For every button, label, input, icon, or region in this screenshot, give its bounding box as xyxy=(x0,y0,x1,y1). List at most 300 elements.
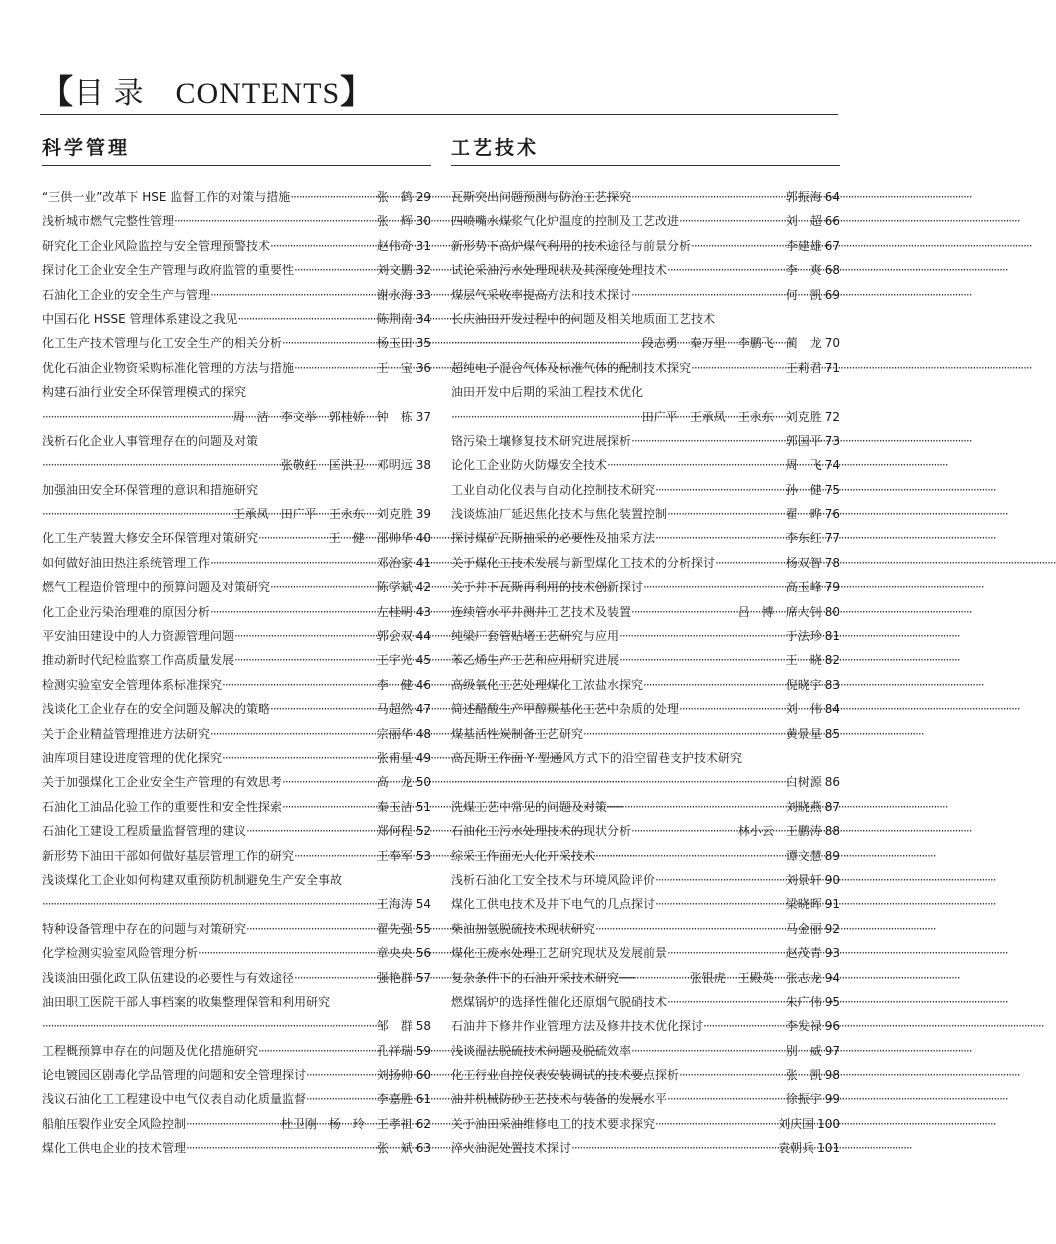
dot-leader xyxy=(210,722,371,746)
entry-authors: 张银虎 王殿英 张志龙 xyxy=(689,970,822,985)
entry-authors: 田广平 王承凤 王永东 刘克胜 xyxy=(641,409,822,424)
dot-leader xyxy=(270,697,371,721)
entry-title: 高级氧化工艺处理煤化工浓盐水探究 xyxy=(451,677,644,692)
entry-page-number: 36 xyxy=(415,360,431,375)
entry-authors: 马超然 xyxy=(376,702,413,717)
dot-leader xyxy=(222,673,371,697)
entry-title: 研究化工企业风险监控与安全管理预警技术 xyxy=(42,238,271,253)
entry-page-number: 50 xyxy=(415,775,431,790)
entry-authors: 翟 晔 xyxy=(785,507,822,522)
entry-page-number: 85 xyxy=(824,726,840,741)
entry-authors: 郭会双 xyxy=(376,629,413,644)
entry-page-number: 72 xyxy=(824,409,840,424)
dot-leader xyxy=(42,892,371,916)
entry-page-number: 60 xyxy=(415,1068,431,1083)
entry-page-number: 32 xyxy=(415,263,431,278)
toc-entry xyxy=(42,990,431,1014)
dot-leader xyxy=(631,429,780,453)
entry-authors: 张 凯 xyxy=(785,1068,822,1083)
toc-entry xyxy=(42,526,431,550)
dot-leader xyxy=(246,819,371,843)
section-heading-left: 科学管理 xyxy=(42,137,131,159)
dot-leader xyxy=(631,1039,780,1063)
toc-entry xyxy=(451,502,840,526)
entry-title: 浅析石化企业人事管理存在的问题及对策 xyxy=(42,433,259,448)
toc-entry xyxy=(42,941,431,965)
entry-authors: 朱广伟 xyxy=(785,994,822,1009)
dot-leader xyxy=(655,1112,772,1136)
entry-title: 复杂条件下的石油开采技术研究 xyxy=(451,970,620,985)
entry-authors: 王奉军 xyxy=(376,848,413,863)
toc-entry xyxy=(451,526,840,550)
toc-entry xyxy=(451,405,840,429)
entry-title: 化工行业自控仪表安装调试的技术要点探析 xyxy=(451,1068,680,1083)
entry-page-number: 73 xyxy=(824,433,840,448)
entry-authors: 陈学斌 xyxy=(376,580,413,595)
toc-entry xyxy=(42,1039,431,1063)
dot-leader xyxy=(655,892,780,916)
toc-entry xyxy=(451,844,840,868)
toc-entry xyxy=(42,551,431,575)
dot-leader xyxy=(715,551,780,575)
dot-leader xyxy=(595,844,780,868)
entry-page-number: 57 xyxy=(415,970,431,985)
entry-authors: 刘扬帅 xyxy=(376,1068,413,1083)
entry-title: 关于煤化工技术发展与新型煤化工技术的分析探讨 xyxy=(451,555,716,570)
dot-leader xyxy=(210,283,371,307)
entry-title: 优化石油企业物资采购标准化管理的方法与措施 xyxy=(42,360,295,375)
entry-authors: 何 凯 xyxy=(785,287,822,302)
entry-page-number: 68 xyxy=(824,263,840,278)
toc-entry xyxy=(42,453,431,477)
entry-authors: 王承凤 田广平 王永东 刘克胜 xyxy=(232,507,413,522)
entry-authors: 徐振宇 xyxy=(785,1092,822,1107)
toc-entry xyxy=(42,307,431,331)
toc-entry xyxy=(451,1063,840,1087)
entry-page-number: 78 xyxy=(824,555,840,570)
entry-title: 柴油加氢脱硫技术现状研究 xyxy=(451,921,596,936)
toc-entry xyxy=(42,380,431,404)
toc-entry xyxy=(451,697,840,721)
entry-authors: 章央央 xyxy=(376,946,413,961)
title-rule xyxy=(40,114,838,115)
toc-entry xyxy=(42,795,431,819)
entry-authors: 白树源 xyxy=(785,775,822,790)
entry-authors: 周 洁 李文举 郭桂娇 钟 栋 xyxy=(232,409,413,424)
dot-leader xyxy=(451,770,780,794)
dot-leader xyxy=(258,1039,371,1063)
entry-authors: 刘晓燕 xyxy=(785,799,822,814)
entry-title: 综采工作面无人化开采技术 xyxy=(451,848,596,863)
entry-authors: 李东红 xyxy=(785,531,822,546)
toc-entry xyxy=(42,234,431,258)
dot-leader xyxy=(186,1136,371,1160)
entry-title: 连续管水平井测井工艺技术及装置 xyxy=(451,604,632,619)
entry-page-number: 97 xyxy=(824,1043,840,1058)
entry-title: 平安油田建设中的人力资源管理问题 xyxy=(42,629,235,644)
dot-leader xyxy=(595,917,780,941)
entry-authors: 黄景星 xyxy=(785,726,822,741)
toc-list-right xyxy=(451,185,840,1161)
toc-entry xyxy=(451,185,840,209)
entry-title: 浅析城市燃气完整性管理 xyxy=(42,214,175,229)
entry-authors: 强艳群 xyxy=(376,970,413,985)
dot-leader xyxy=(186,1112,275,1136)
dot-leader xyxy=(619,648,780,672)
entry-title: 浅谈炼油厂延迟焦化技术与焦化装置控制 xyxy=(451,507,668,522)
toc-entry xyxy=(42,697,431,721)
entry-page-number: 98 xyxy=(824,1068,840,1083)
dot-leader xyxy=(631,600,732,624)
entry-page-number: 88 xyxy=(824,824,840,839)
toc-entry xyxy=(42,502,431,526)
entry-authors: 郑何程 xyxy=(376,824,413,839)
entry-authors: 赵伟奇 xyxy=(376,238,413,253)
toc-entry xyxy=(451,673,840,697)
dot-leader xyxy=(246,917,371,941)
entry-title: 船舶压裂作业安全风险控制 xyxy=(42,1116,187,1131)
dot-leader xyxy=(619,966,684,990)
entry-title: 构建石油行业安全环保管理模式的探究 xyxy=(42,385,247,400)
entry-title: 论电镀园区剧毒化学品管理的问题和安全管理探讨 xyxy=(42,1068,307,1083)
toc-entry xyxy=(42,331,431,355)
toc-entry xyxy=(42,429,431,453)
toc-entry xyxy=(42,722,431,746)
entry-page-number: 67 xyxy=(824,238,840,253)
entry-title: 化学检测实验室风险管理分析 xyxy=(42,946,199,961)
dot-leader xyxy=(679,209,780,233)
entry-authors: 宗丽华 xyxy=(376,726,413,741)
entry-title: 工程概预算申存在的问题及优化措施研究 xyxy=(42,1043,259,1058)
entry-authors: 邹 群 xyxy=(376,1019,413,1034)
toc-entry xyxy=(42,624,431,648)
entry-authors: 杜卫刚 杨 玲 王孝祖 xyxy=(280,1116,413,1131)
entry-page-number: 75 xyxy=(824,482,840,497)
toc-entry xyxy=(42,746,431,770)
dot-leader xyxy=(294,258,371,282)
entry-title: 石油化工企业的安全生产与管理 xyxy=(42,287,211,302)
toc-entry xyxy=(451,307,840,331)
entry-title: 煤基活性炭制备工艺研究 xyxy=(451,726,584,741)
dot-leader xyxy=(583,722,780,746)
entry-authors: 翟先强 xyxy=(376,921,413,936)
entry-page-number: 84 xyxy=(824,702,840,717)
entry-page-number: 93 xyxy=(824,946,840,961)
entry-title: 工业自动化仪表与自动化控制技术研究 xyxy=(451,482,656,497)
entry-page-number: 30 xyxy=(415,214,431,229)
toc-entry xyxy=(42,917,431,941)
dot-leader xyxy=(679,1063,780,1087)
dot-leader xyxy=(42,453,275,477)
toc-entry xyxy=(451,917,840,941)
toc-entry xyxy=(42,1136,431,1160)
entry-page-number: 69 xyxy=(824,287,840,302)
entry-page-number: 64 xyxy=(824,190,840,204)
entry-page-number: 42 xyxy=(415,580,431,595)
dot-leader xyxy=(282,770,371,794)
section-heading-right: 工艺技术 xyxy=(451,137,540,159)
entry-page-number: 58 xyxy=(415,1019,431,1034)
entry-title: 关于油田采油维修电工的技术要求探究 xyxy=(451,1116,656,1131)
entry-page-number: 44 xyxy=(415,629,431,644)
entry-authors: 张甫星 xyxy=(376,750,413,765)
dot-leader xyxy=(451,331,636,355)
entry-page-number: 62 xyxy=(415,1116,431,1131)
entry-title: 试论采油污水处理现状及其深度处理技术 xyxy=(451,263,668,278)
dot-leader xyxy=(234,624,371,648)
entry-page-number: 66 xyxy=(824,214,840,229)
entry-authors: 于法珍 xyxy=(785,629,822,644)
entry-page-number: 38 xyxy=(415,458,431,473)
entry-page-number: 74 xyxy=(824,458,840,473)
entry-page-number: 101 xyxy=(817,1141,840,1156)
dot-leader xyxy=(294,844,371,868)
entry-title: 浅谈油田强化政工队伍建设的必要性与有效途径 xyxy=(42,970,295,985)
entry-page-number: 100 xyxy=(817,1116,840,1131)
toc-entry xyxy=(451,1087,840,1111)
toc-entry xyxy=(451,453,840,477)
section-rule-right xyxy=(451,165,840,166)
entry-title: 铬污染土壤修复技术研究进展探析 xyxy=(451,433,632,448)
dot-leader xyxy=(198,941,371,965)
toc-entry xyxy=(42,1014,431,1038)
entry-page-number: 99 xyxy=(824,1092,840,1107)
dot-leader xyxy=(210,551,371,575)
dot-leader xyxy=(703,1014,780,1038)
entry-title: 探讨化工企业安全生产管理与政府监管的重要性 xyxy=(42,263,295,278)
toc-entry xyxy=(451,356,840,380)
entry-title: 加强油田安全环保管理的意识和措施研究 xyxy=(42,482,259,497)
entry-page-number: 49 xyxy=(415,750,431,765)
dot-leader xyxy=(290,185,370,209)
toc-entry xyxy=(42,868,431,892)
entry-authors: 郭振海 xyxy=(785,190,822,204)
toc-list-left xyxy=(42,185,431,1161)
entry-title: 石油化工建设工程质量监督管理的建议 xyxy=(42,824,247,839)
toc-entry xyxy=(42,283,431,307)
entry-authors: 左桂明 xyxy=(376,604,413,619)
entry-title: 中国石化 HSSE 管理体系建设之我见 xyxy=(42,311,238,326)
toc-entry xyxy=(451,600,840,624)
toc-entry xyxy=(42,478,431,502)
toc-entry xyxy=(42,258,431,282)
toc-entry xyxy=(451,966,840,990)
entry-page-number: 46 xyxy=(415,677,431,692)
entry-authors: 高 龙 xyxy=(376,775,413,790)
entry-title: 浅议石油化工工程建设中电气仪表自动化质量监督 xyxy=(42,1092,307,1107)
toc-entry xyxy=(451,429,840,453)
entry-title: 关于加强煤化工企业安全生产管理的有效思考 xyxy=(42,775,283,790)
dot-leader xyxy=(237,307,370,331)
dot-leader xyxy=(234,648,371,672)
entry-authors: 张 鹤 xyxy=(376,190,413,204)
dot-leader xyxy=(655,478,780,502)
toc-entry xyxy=(42,1063,431,1087)
entry-authors: 孙 健 xyxy=(785,482,822,497)
toc-entry xyxy=(451,1039,840,1063)
toc-entry xyxy=(42,185,431,209)
entry-title: 简述醋酸生产甲醇羰基化工艺中杂质的处理 xyxy=(451,702,680,717)
toc-entry xyxy=(42,405,431,429)
entry-authors: 李建雄 xyxy=(785,238,822,253)
dot-leader xyxy=(667,1087,780,1111)
dot-leader xyxy=(451,405,636,429)
dot-leader xyxy=(306,1063,371,1087)
entry-page-number: 80 xyxy=(824,604,840,619)
dot-leader xyxy=(631,283,780,307)
toc-entry xyxy=(451,819,840,843)
dot-leader xyxy=(631,819,732,843)
toc-entry xyxy=(451,941,840,965)
entry-authors: 刘景轩 xyxy=(785,872,822,887)
entry-authors: 王 宝 xyxy=(376,360,413,375)
dot-leader xyxy=(607,453,780,477)
entry-title: 化工生产装置大修安全环保管理对策研究 xyxy=(42,531,259,546)
title-cn: 目 录 xyxy=(74,77,145,110)
toc-entry xyxy=(451,209,840,233)
entry-title: 四喷嘴水煤浆气化炉温度的控制及工艺改进 xyxy=(451,214,680,229)
entry-title: 化工企业污染治理难的原因分析 xyxy=(42,604,211,619)
entry-authors: 林小云 王鹏涛 xyxy=(737,824,822,839)
entry-page-number: 51 xyxy=(415,799,431,814)
dot-leader xyxy=(667,502,780,526)
toc-entry xyxy=(42,1112,431,1136)
entry-authors: 谢永海 xyxy=(376,287,413,302)
entry-title: 浅谈湿法脱硫技术问题及脱硫效率 xyxy=(451,1043,632,1058)
left-column xyxy=(42,136,431,1161)
toc-entry xyxy=(42,356,431,380)
toc-entry xyxy=(42,892,431,916)
toc-entry xyxy=(451,990,840,1014)
entry-authors: 陈荆南 xyxy=(376,311,413,326)
entry-title: 洗煤工艺中常见的问题及对策 xyxy=(451,799,608,814)
dot-leader xyxy=(210,600,371,624)
entry-authors: 吕 博 席大钊 xyxy=(737,604,822,619)
dot-leader xyxy=(631,185,780,209)
entry-title: 新形势下油田干部如何做好基层管理工作的研究 xyxy=(42,848,295,863)
entry-title: 浅谈化工企业存在的安全问题及解决的策略 xyxy=(42,702,271,717)
toc-entry xyxy=(451,795,840,819)
entry-page-number: 70 xyxy=(824,336,840,351)
entry-page-number: 33 xyxy=(415,287,431,302)
entry-page-number: 76 xyxy=(824,507,840,522)
toc-entry xyxy=(42,575,431,599)
entry-title: 超纯电子混合气体及标准气体的配制技术探究 xyxy=(451,360,692,375)
entry-page-number: 53 xyxy=(415,848,431,863)
dot-leader xyxy=(619,624,780,648)
entry-page-number: 40 xyxy=(415,531,431,546)
dot-leader xyxy=(667,941,780,965)
entry-page-number: 86 xyxy=(824,775,840,790)
entry-title: 油库项目建设进度管理的优化探究 xyxy=(42,750,223,765)
entry-title: 探讨煤矿瓦斯抽采的必要性及抽采方法 xyxy=(451,531,656,546)
entry-title: 煤化工供电技术及井下电气的几点探讨 xyxy=(451,897,656,912)
toc-entry xyxy=(451,551,840,575)
toc-entry xyxy=(42,209,431,233)
dot-leader xyxy=(655,526,780,550)
entry-title: 燃气工程造价管理中的预算问题及对策研究 xyxy=(42,580,271,595)
entry-page-number: 31 xyxy=(415,238,431,253)
entry-authors: 王宇光 xyxy=(376,653,413,668)
entry-authors: 孔祥瑞 xyxy=(376,1043,413,1058)
dot-leader xyxy=(667,990,780,1014)
dot-leader xyxy=(691,234,780,258)
entry-authors: 李发禄 xyxy=(785,1019,822,1034)
entry-title: 论化工企业防火防爆安全技术 xyxy=(451,458,608,473)
dot-leader xyxy=(571,1136,772,1160)
entry-title: 苯乙烯生产工艺和应用研究进展 xyxy=(451,653,620,668)
entry-page-number: 35 xyxy=(415,336,431,351)
entry-page-number: 52 xyxy=(415,824,431,839)
entry-page-number: 48 xyxy=(415,726,431,741)
entry-authors: 马金丽 xyxy=(785,921,822,936)
toc-entry xyxy=(42,600,431,624)
entry-page-number: 83 xyxy=(824,677,840,692)
entry-title: 油井机械防砂工艺技术与装备的发展水平 xyxy=(451,1092,668,1107)
entry-title: 石油化工油品化验工作的重要性和安全性探索 xyxy=(42,799,283,814)
entry-page-number: 94 xyxy=(824,970,840,985)
entry-page-number: 37 xyxy=(415,409,431,424)
entry-authors: 郭国平 xyxy=(785,433,822,448)
bracket-open: 【 xyxy=(40,75,74,111)
entry-title: 煤化工供电企业的技术管理 xyxy=(42,1141,187,1156)
entry-authors: 张敬红 匡洪卫 邓明远 xyxy=(280,458,413,473)
entry-title: 化工生产技术管理与化工安全生产的相关分析 xyxy=(42,336,283,351)
entry-title: 瓦斯突出问题预测与防治工艺探究 xyxy=(451,190,632,204)
dot-leader xyxy=(42,405,227,429)
entry-page-number: 29 xyxy=(415,190,431,204)
entry-title: 淬火油泥处置技术探讨 xyxy=(451,1141,572,1156)
toc-entry xyxy=(42,770,431,794)
entry-authors: 张 辉 xyxy=(376,214,413,229)
toc-entry xyxy=(42,673,431,697)
entry-page-number: 79 xyxy=(824,580,840,595)
entry-authors: 李嘉胜 xyxy=(376,1092,413,1107)
entry-authors: 杨玉田 xyxy=(376,336,413,351)
entry-page-number: 56 xyxy=(415,946,431,961)
entry-page-number: 95 xyxy=(824,994,840,1009)
entry-page-number: 91 xyxy=(824,897,840,912)
dot-leader xyxy=(667,258,780,282)
toc-entry xyxy=(451,648,840,672)
toc-entry xyxy=(451,624,840,648)
toc-entry xyxy=(451,234,840,258)
entry-title: 纯梁厂套管贴堵工艺研究与应用 xyxy=(451,629,620,644)
dot-leader xyxy=(306,1087,371,1111)
dot-leader xyxy=(258,526,323,550)
entry-authors: 李 健 xyxy=(376,677,413,692)
entry-page-number: 82 xyxy=(824,653,840,668)
toc-entry xyxy=(42,648,431,672)
entry-title: 燃煤锅炉的选择性催化还原烟气脱硝技术 xyxy=(451,994,668,1009)
entry-page-number: 89 xyxy=(824,848,840,863)
bracket-close: 】 xyxy=(340,75,375,111)
entry-page-number: 59 xyxy=(415,1043,431,1058)
entry-page-number: 47 xyxy=(415,702,431,717)
entry-page-number: 92 xyxy=(824,921,840,936)
entry-page-number: 55 xyxy=(415,921,431,936)
entry-authors: 秦玉洁 xyxy=(376,799,413,814)
dot-leader xyxy=(174,209,371,233)
entry-page-number: 71 xyxy=(824,360,840,375)
toc-entry xyxy=(451,868,840,892)
toc-entry xyxy=(451,770,840,794)
dot-leader xyxy=(270,575,371,599)
dot-leader xyxy=(42,1014,371,1038)
entry-authors: 段志勇 秦万里 李鹏飞 蔺 龙 xyxy=(641,336,822,351)
entry-page-number: 45 xyxy=(415,653,431,668)
toc-entry xyxy=(451,1136,840,1160)
